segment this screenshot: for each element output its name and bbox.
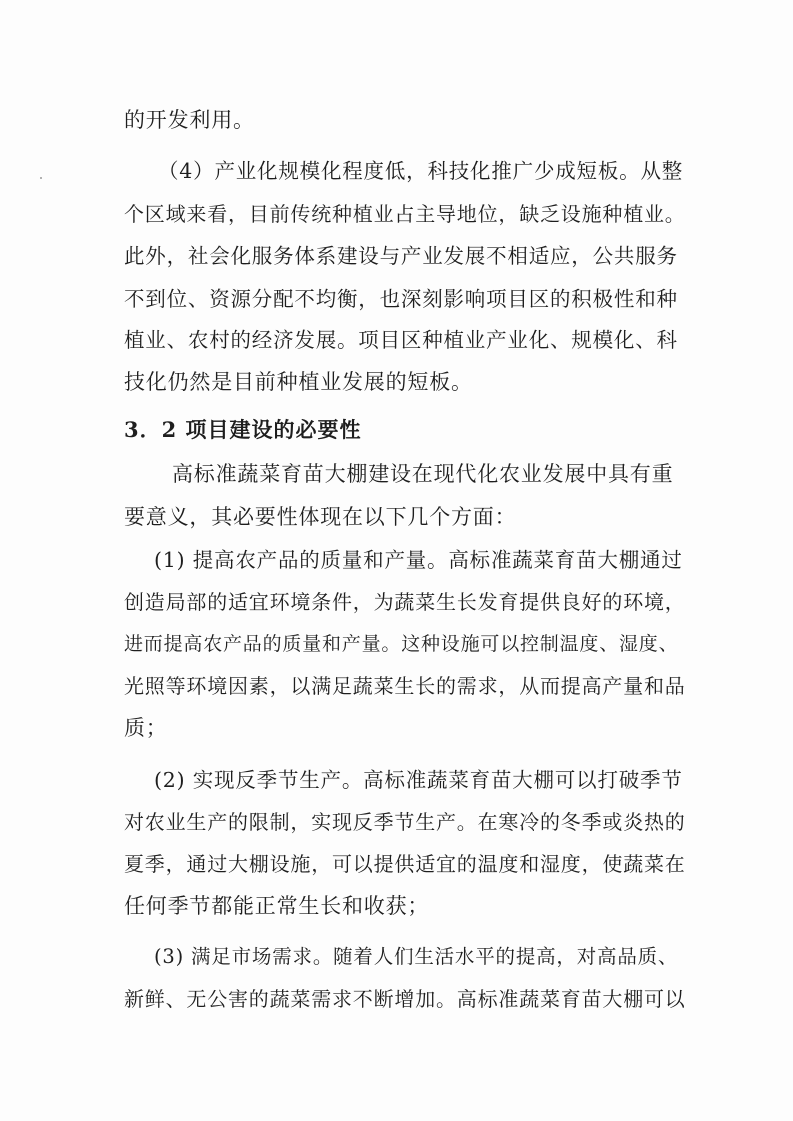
text-line: 的开发利用。 <box>124 108 255 132</box>
text-line: 光照等环境因素，以满足蔬菜生长的需求，从而提高产量和品 <box>124 674 686 698</box>
text-line: 技化仍然是目前种植业发展的短板。 <box>124 370 473 394</box>
text-line: （4）产业化规模化程度低，科技化推广少成短板。从整 <box>158 159 684 183</box>
section-heading: 3．2 项目建设的必要性 <box>124 417 362 442</box>
text-line: 不到位、资源分配不均衡，也深刻影响项目区的积极性和种 <box>124 287 678 311</box>
text-line: 植业、农村的经济发展。项目区种植业产业化、规模化、科 <box>124 328 678 352</box>
scan-speck <box>40 177 42 179</box>
text-line: (3) 满足市场需求。随着人们生活水平的提高，对高品质、 <box>154 945 679 968</box>
text-line: 创造局部的适宜环境条件，为蔬菜生长发育提供良好的环境， <box>124 590 686 614</box>
text-line: (1) 提高农产品的质量和产量。高标准蔬菜育苗大棚通过 <box>154 548 683 572</box>
text-line: 进而提高农产品的质量和产量。这种设施可以控制温度、湿度、 <box>124 633 679 655</box>
text-line: 夏季，通过大棚设施，可以提供适宜的温度和湿度，使蔬菜在 <box>124 852 686 876</box>
text-line: 任何季节都能正常生长和收获； <box>124 894 430 918</box>
text-line: 新鲜、无公害的蔬菜需求不断增加。高标准蔬菜育苗大棚可以 <box>124 987 686 1011</box>
text-line: 要意义，其必要性体现在以下几个方面： <box>124 505 517 529</box>
text-line: 高标准蔬菜育苗大棚建设在现代化农业发展中具有重 <box>172 462 674 486</box>
text-line: 个区域来看，目前传统种植业占主导地位，缺乏设施种植业。 <box>124 202 686 226</box>
text-line: 此外，社会化服务体系建设与产业发展不相适应，公共服务 <box>124 244 678 268</box>
text-line: 质； <box>124 716 168 740</box>
text-line: (2) 实现反季节生产。高标准蔬菜育苗大棚可以打破季节 <box>154 768 683 792</box>
text-line: 对农业生产的限制，实现反季节生产。在寒冷的冬季或炎热的 <box>124 810 686 834</box>
